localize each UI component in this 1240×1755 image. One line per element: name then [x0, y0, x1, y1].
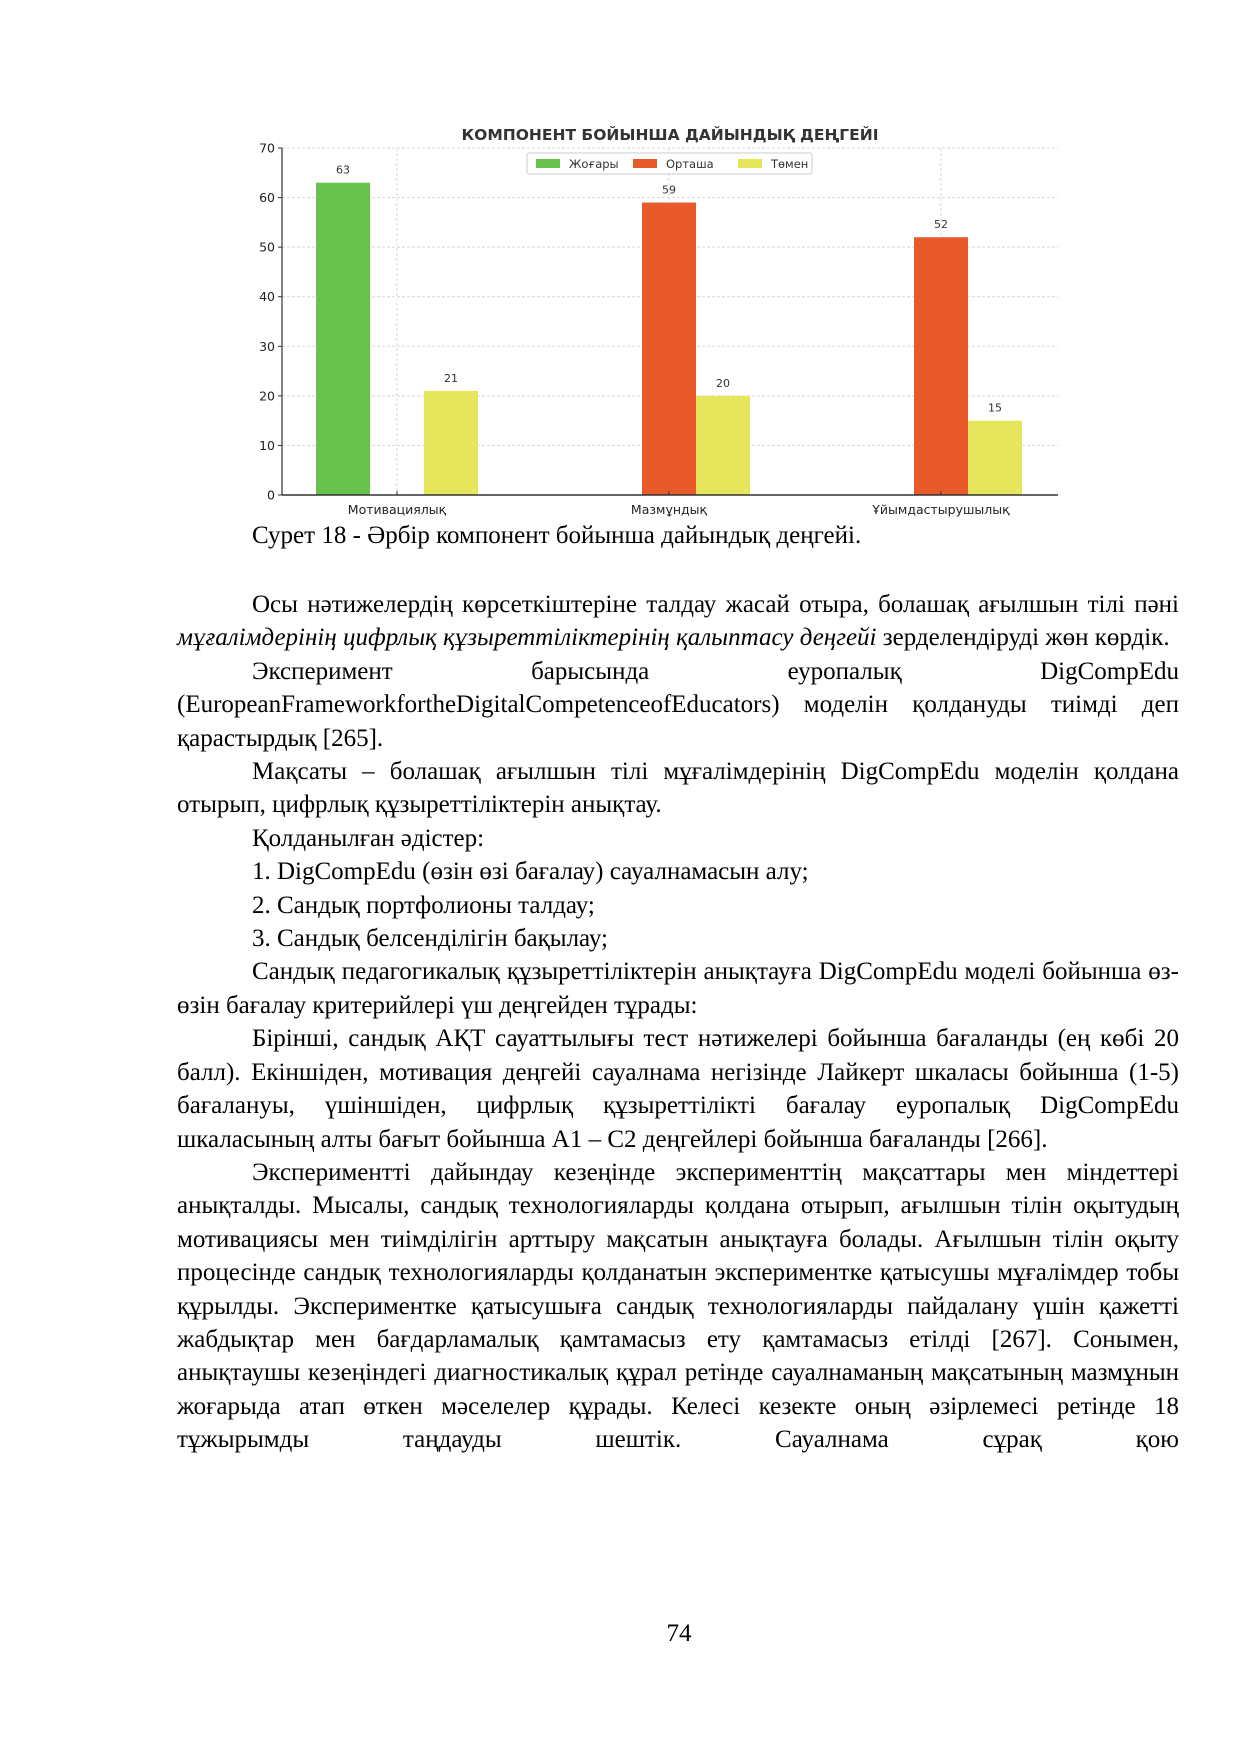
- bar-value-label: 15: [988, 401, 1002, 415]
- y-tick-label: 60: [259, 190, 275, 206]
- paragraph-italic-text: мұғалімдерінің цифрлық құзыреттіліктерінің қалыптасу деңгейі: [177, 624, 877, 652]
- bar-Орташа: [914, 237, 968, 495]
- paragraph: [177, 655, 1179, 755]
- chart-title: КОМПОНЕНТ БОЙЫНША ДАЙЫНДЫҚ ДЕҢГЕЙІ: [461, 126, 879, 144]
- figure-caption: Сурет 18 - Әрбір компонент бойынша дайындық деңгейі.: [252, 522, 862, 549]
- bar-Орташа: [642, 203, 696, 495]
- y-tick-label: 30: [259, 338, 275, 354]
- bar-value-label: 59: [662, 183, 676, 197]
- bar-chart: [0, 0, 1240, 520]
- paragraph: [177, 588, 1179, 655]
- y-tick-label: 70: [259, 140, 275, 156]
- x-tick-label: Мазмұндық: [630, 502, 708, 517]
- legend-swatch-Жоғары: [536, 159, 560, 168]
- bar-value-label: 20: [716, 376, 730, 390]
- list-item: 2. Сандық портфолионы талдау;: [252, 891, 595, 919]
- legend-swatch-Төмен: [738, 159, 762, 168]
- bar-Төмен: [424, 391, 478, 495]
- bar-value-label: 52: [934, 218, 948, 232]
- paragraph-text: Осы нәтижелердің көрсеткіштеріне талдау жасай отыра, болашақ ағылшын тілі пәні: [252, 591, 1179, 618]
- legend-label: Жоғары: [569, 157, 619, 171]
- paragraph: Экспериментті дайындау кезеңінде эксперименттің мақсаттары мен міндеттері анықталды. Мысалы, сандық технологияларды қолдана отырып, ағылшын тілін оқытудың мотивациясы мен тиімділігін арттыру мақсатын анықтауға болады. Ағылшын тілін оқыту процесінде сандық технологияларды қолданатын экспериментке қатысушы мұғалімдер тобы құрылды. Экспериментке қатысушыға сандық технологияларды пайдалану үшін қажетті жабдықтар мен бағдарламалық қамтамасыз ету қамтамасыз етілді [267]. Сонымен, анықтаушы кезеңіндегі диагностикалық құрал ретінде сауалнаманың мақсатының мазмұнын жоғарыда атап өткен мәселелер құрады. Келесі кезекте оның әзірлемесі ретінде 18 тұжырымды таңдауды шештік. Сауалнама сұрақ қою: [177, 1158, 1179, 1454]
- paragraph: [177, 822, 1179, 855]
- bar-value-label: 63: [336, 163, 350, 177]
- page-number: 74: [666, 1620, 692, 1647]
- chart-legend: [527, 153, 812, 174]
- paragraph-text: Мақсаты – болашақ ағылшын тілі мұғалімдерінің DigCompEdu моделін қолдана отырып, цифрлық құзыреттіліктерін анықтау.: [177, 758, 1179, 819]
- list-item: 1. DigCompEdu (өзін өзі бағалау) сауалнамасын алу;: [252, 858, 809, 886]
- methods-heading: Қолданылған әдістер:: [252, 824, 485, 852]
- list-item: 3. Сандық белсенділігін бақылау;: [252, 925, 608, 953]
- x-tick-label: Мотивациялық: [347, 502, 447, 517]
- y-tick-label: 40: [259, 289, 275, 305]
- y-tick-label: 0: [267, 487, 275, 503]
- bar-Төмен: [696, 396, 750, 495]
- legend-swatch-Орташа: [633, 159, 657, 168]
- paragraph-text: Эксперимент барысында еуропалық DigCompEdu (EuropeanFrameworkfortheDigitalCompetenceofEducators) моделін қолдануды тиімді деп қарастырдық [265].: [177, 657, 1179, 752]
- y-tick-label: 20: [259, 388, 275, 404]
- y-tick-label: 50: [259, 239, 275, 255]
- x-tick-label: Ұйымдастырушылық: [872, 502, 1010, 517]
- legend-label: Орташа: [666, 157, 714, 171]
- bar-Төмен: [968, 421, 1022, 495]
- bar-Жоғары: [316, 183, 370, 495]
- paragraph: Бірінші, сандық АҚТ сауаттылығы тест нәтижелері бойынша бағаланды (ең көбі 20 балл). Екіншіден, мотивация деңгейі сауалнама негізінде Лайкерт шкаласы бойынша (1-5) бағалануы, үшіншіден, цифрлық құзыреттілікті бағалау еуропалық DigCompEdu шкаласының алты бағыт бойынша А1 – С2 деңгейлері бойынша бағаланды [266].: [177, 1025, 1179, 1153]
- paragraph: [177, 755, 1179, 822]
- body-text: [177, 588, 1179, 1457]
- paragraph-text: зерделендіруді жөн көрдік.: [876, 624, 1170, 652]
- paragraph: Сандық педагогикалық құзыреттіліктерін анықтауға DigCompEdu моделі бойынша өз-өзін бағалау критерийлері үш деңгейден тұрады:: [177, 958, 1179, 1019]
- bar-value-label: 21: [444, 371, 458, 385]
- legend-label: Төмен: [771, 157, 809, 171]
- chart-bars: [316, 183, 1022, 495]
- y-tick-label: 10: [259, 437, 275, 453]
